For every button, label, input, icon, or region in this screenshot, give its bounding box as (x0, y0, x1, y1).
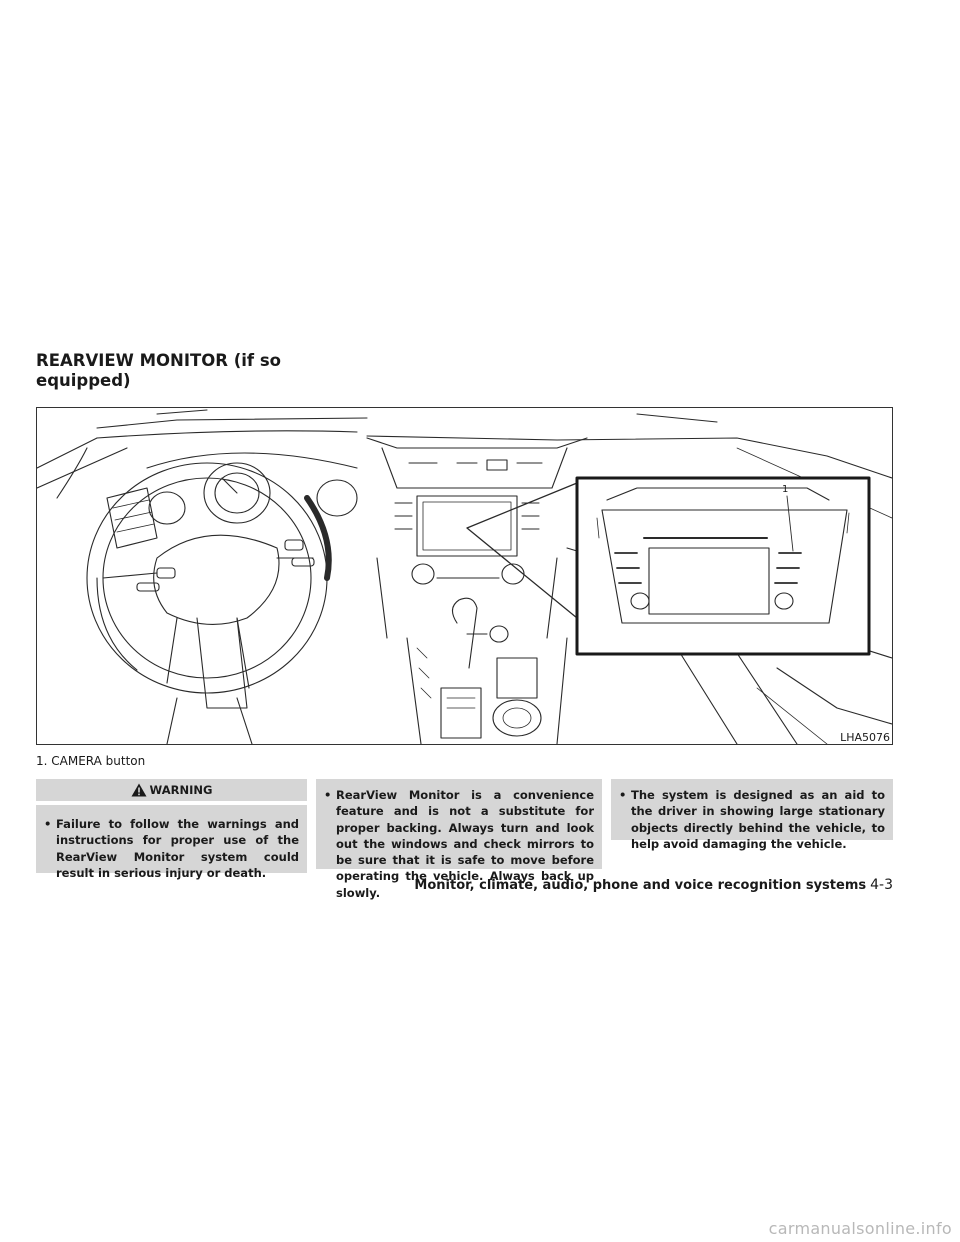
watermark: carmanualsonline.info (768, 1219, 952, 1238)
page-footer (414, 877, 893, 893)
page-number: 4-3 (870, 877, 893, 893)
warning-box (316, 779, 602, 900)
warning-triangle-icon (131, 783, 147, 797)
figure-caption: 1. CAMERA button (36, 754, 146, 768)
figure-code: LHA5076 (837, 731, 892, 744)
warning-box (36, 805, 307, 880)
callout-number: 1 (782, 484, 789, 495)
dashboard-illustration (36, 407, 893, 745)
chapter-title: Monitor, climate, audio, phone and voice recognition systems (414, 878, 867, 893)
warning-header (36, 779, 307, 801)
warning-item: • Failure to follow the warnings and instructions for proper use of the RearView Monitor system could result in serious injury or death. (44, 816, 299, 881)
dashboard-drawing (37, 408, 892, 744)
warning-item: • The system is designed as an aid to the driver in showing large stationary objects directly behind the vehicle, to help avoid damaging the vehicle. (619, 787, 885, 852)
warning-label: WARNING (149, 783, 213, 797)
section-title: REARVIEW MONITOR (if so equipped) (36, 351, 281, 390)
warning-item: • RearView Monitor is a convenience feature and is not a substitute for proper backing. Always turn and look out the windows and check mirrors to be sure that it is safe to move before operating the vehicle. Always back up slowly. (324, 787, 594, 901)
warning-box (611, 779, 893, 851)
